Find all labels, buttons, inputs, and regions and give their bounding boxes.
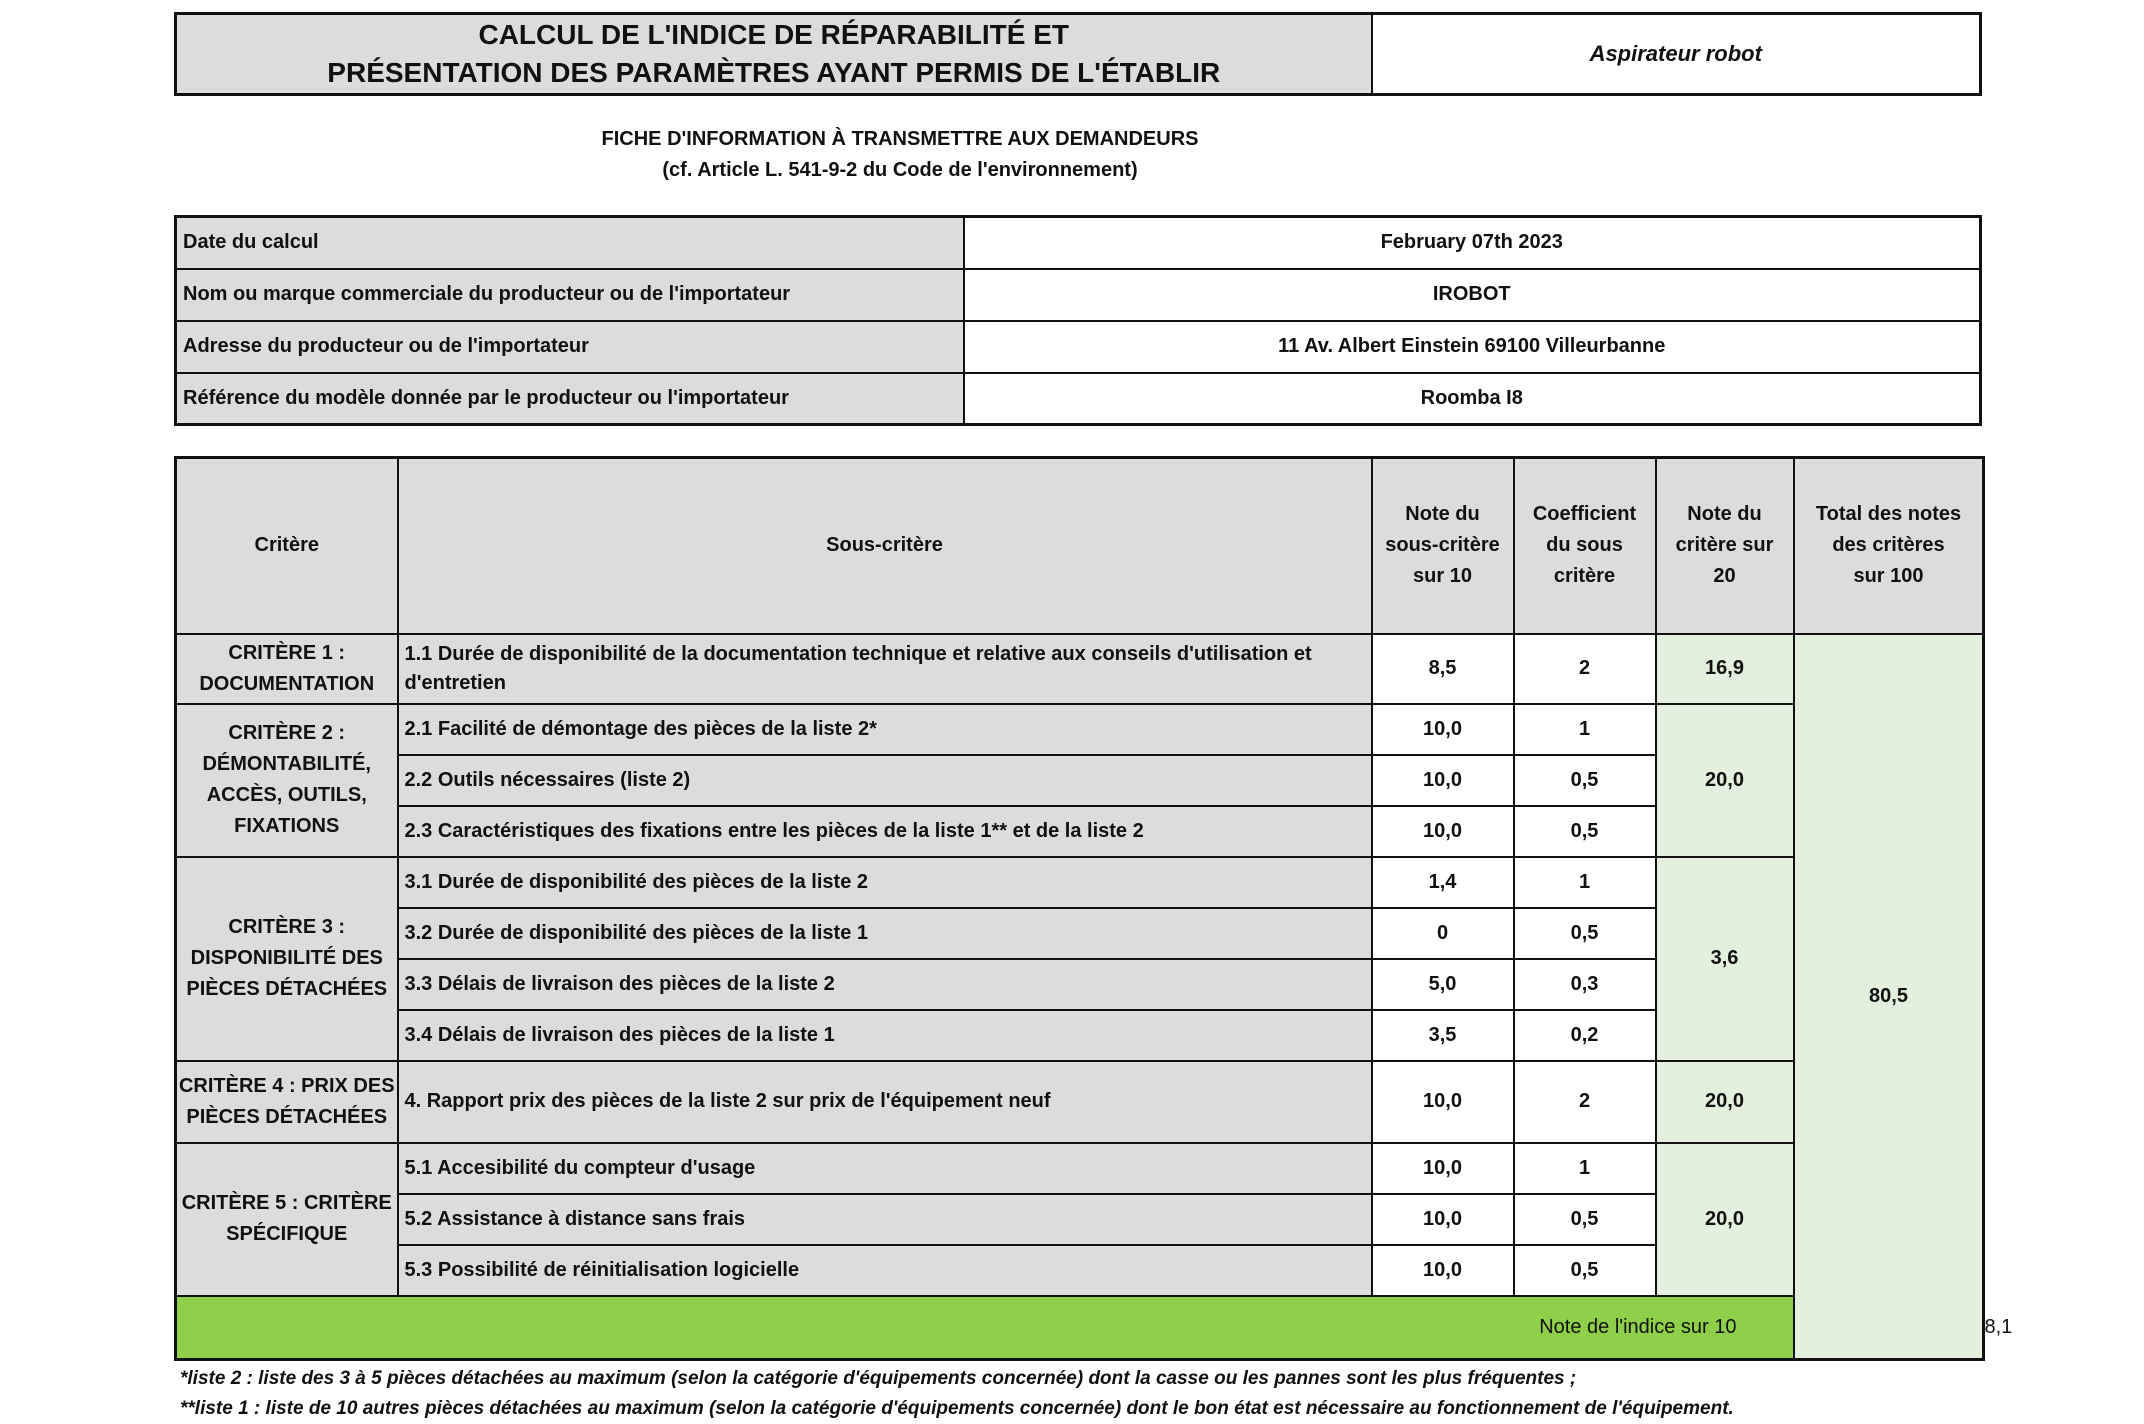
table-row — [176, 634, 1984, 704]
total-score-100: 80,5 — [1794, 634, 1984, 1360]
sub-criterion-coef: 0,5 — [1514, 1245, 1656, 1296]
title-line-2: PRÉSENTATION DES PARAMÈTRES AYANT PERMIS DE L'ÉTABLIR — [327, 57, 1221, 88]
criterion-line: ACCÈS, OUTILS, — [206, 784, 367, 806]
criterion-5-name — [176, 1143, 398, 1296]
sub-criterion-coef: 1 — [1514, 704, 1656, 755]
criterion-2-score: 20,0 — [1656, 704, 1794, 857]
header-line: Note du — [1687, 503, 1762, 526]
sub-criterion-note: 10,0 — [1372, 1143, 1514, 1194]
sub-criterion-note: 10,0 — [1372, 704, 1514, 755]
criterion-line: CRITÈRE 5 : CRITÈRE — [181, 1192, 392, 1214]
criterion-line: CRITÈRE 4 : PRIX DES — [178, 1074, 395, 1097]
header-critere: Critère — [176, 458, 398, 634]
sub-criterion-3-4: 3.4 Délais de livraison des pièces de la liste 1 — [398, 1010, 1372, 1061]
criterion-line: SPÉCIFIQUE — [226, 1223, 348, 1245]
equipment-category: Aspirateur robot — [1372, 14, 1981, 95]
sub-criterion-3-1: 3.1 Durée de disponibilité des pièces de la liste 2 — [398, 857, 1372, 908]
sub-criterion-2-3: 2.3 Caractéristiques des fixations entre les pièces de la liste 1** et de la liste 2 — [398, 806, 1372, 857]
sub-criterion-3-3: 3.3 Délais de livraison des pièces de la liste 2 — [398, 959, 1372, 1010]
header-coefficient — [1514, 458, 1656, 634]
sub-criterion-1-1: 1.1 Durée de disponibilité de la documentation technique et relative aux conseils d'utilisation et d'entretien — [398, 634, 1372, 704]
info-label: Adresse du producteur ou de l'importateur — [176, 321, 964, 373]
header-line: Note du — [1405, 503, 1480, 526]
criterion-4-score: 20,0 — [1656, 1061, 1794, 1143]
info-value: 11 Av. Albert Einstein 69100 Villeurbanne — [964, 321, 1981, 373]
criterion-4-name — [176, 1061, 398, 1143]
info-label: Référence du modèle donnée par le producteur ou l'importateur — [176, 373, 964, 425]
criterion-3-score: 3,6 — [1656, 857, 1794, 1061]
header-line: Coefficient — [1532, 503, 1637, 526]
header-line: sur 100 — [1853, 565, 1924, 588]
subtitle-line-2: (cf. Article L. 541-9-2 du Code de l'environnement) — [662, 159, 1138, 181]
header-line: Total des notes — [1815, 503, 1962, 526]
sub-criterion-2-2: 2.2 Outils nécessaires (liste 2) — [398, 755, 1372, 806]
sub-criterion-coef: 2 — [1514, 1061, 1656, 1143]
sub-criterion-coef: 0,5 — [1514, 908, 1656, 959]
header-table — [174, 12, 1982, 96]
criterion-line: CRITÈRE 2 : — [228, 722, 346, 744]
footnotes — [180, 1364, 2080, 1424]
sub-criterion-note: 10,0 — [1372, 1245, 1514, 1296]
table-header-row — [176, 458, 1984, 634]
sub-criterion-coef: 1 — [1514, 857, 1656, 908]
criterion-line: CRITÈRE 1 : — [228, 641, 346, 664]
header-note-critere — [1656, 458, 1794, 634]
info-table — [174, 215, 1982, 426]
sub-criterion-3-2: 3.2 Durée de disponibilité des pièces de la liste 1 — [398, 908, 1372, 959]
sub-criterion-2-1: 2.1 Facilité de démontage des pièces de la liste 2* — [398, 704, 1372, 755]
sub-criterion-note: 0 — [1372, 908, 1514, 959]
criterion-line: FIXATIONS — [234, 815, 340, 837]
sub-criterion-coef: 0,2 — [1514, 1010, 1656, 1061]
sub-criterion-note: 8,5 — [1372, 634, 1514, 704]
info-row — [176, 217, 1981, 269]
scoring-table — [174, 456, 2013, 1361]
criterion-line: DOCUMENTATION — [199, 672, 375, 695]
criterion-line: CRITÈRE 3 : — [228, 916, 346, 938]
criterion-line: PIÈCES DÉTACHÉES — [186, 978, 388, 1000]
header-note-sous-critere — [1372, 458, 1514, 634]
header-line: sous-critère — [1385, 534, 1500, 557]
index-label: Note de l'indice sur 10 — [176, 1296, 1794, 1360]
sub-criterion-note: 3,5 — [1372, 1010, 1514, 1061]
sub-criterion-coef: 0,5 — [1514, 755, 1656, 806]
info-row — [176, 269, 1981, 321]
footnote-1: *liste 2 : liste des 3 à 5 pièces détachées au maximum (selon la catégorie d'équipements concernée) dont la casse ou les pannes sont les plus fréquentes ; — [180, 1368, 1577, 1389]
sub-criterion-note: 10,0 — [1372, 806, 1514, 857]
sub-criterion-coef: 2 — [1514, 634, 1656, 704]
sub-criterion-5-1: 5.1 Accesibilité du compteur d'usage — [398, 1143, 1372, 1194]
info-row — [176, 373, 1981, 425]
header-line: critère — [1553, 565, 1616, 588]
subtitle — [300, 124, 1500, 186]
header-sous-critere: Sous-critère — [398, 458, 1372, 634]
sub-criterion-note: 1,4 — [1372, 857, 1514, 908]
criterion-line: DISPONIBILITÉ DES — [190, 947, 383, 969]
header-line: du sous — [1546, 534, 1623, 557]
table-row — [176, 1061, 1984, 1143]
criterion-3-name — [176, 857, 398, 1061]
sub-criterion-note: 10,0 — [1372, 755, 1514, 806]
sub-criterion-coef: 0,5 — [1514, 806, 1656, 857]
info-value: IROBOT — [964, 269, 1981, 321]
sub-criterion-5-2: 5.2 Assistance à distance sans frais — [398, 1194, 1372, 1245]
header-line: des critères — [1832, 534, 1945, 557]
index-row: Note de l'indice sur 10 8,1 — [176, 1296, 1984, 1360]
title-line-1: CALCUL DE L'INDICE DE RÉPARABILITÉ ET — [478, 19, 1070, 50]
criterion-1-name — [176, 634, 398, 704]
criterion-1-score: 16,9 — [1656, 634, 1794, 704]
info-value: February 07th 2023 — [964, 217, 1981, 269]
criterion-line: PIÈCES DÉTACHÉES — [186, 1105, 388, 1128]
criterion-line: DÉMONTABILITÉ, — [202, 753, 371, 775]
header-line: sur 10 — [1413, 565, 1472, 588]
sub-criterion-4: 4. Rapport prix des pièces de la liste 2 sur prix de l'équipement neuf — [398, 1061, 1372, 1143]
sub-criterion-coef: 0,5 — [1514, 1194, 1656, 1245]
sub-criterion-coef: 0,3 — [1514, 959, 1656, 1010]
sub-criterion-note: 5,0 — [1372, 959, 1514, 1010]
criterion-5-score: 20,0 — [1656, 1143, 1794, 1296]
header-line: 20 — [1713, 565, 1736, 588]
table-row — [176, 704, 1984, 755]
footnote-2: **liste 1 : liste de 10 autres pièces détachées au maximum (selon la catégorie d'équipements concernée) dont le bon état est nécessaire au fonctionnement de l'équipement. — [180, 1398, 1734, 1419]
table-row — [176, 1143, 1984, 1194]
info-label: Nom ou marque commerciale du producteur ou de l'importateur — [176, 269, 964, 321]
criterion-2-name — [176, 704, 398, 857]
info-row — [176, 321, 1981, 373]
info-label: Date du calcul — [176, 217, 964, 269]
sub-criterion-note: 10,0 — [1372, 1194, 1514, 1245]
info-value: Roomba I8 — [964, 373, 1981, 425]
sub-criterion-note: 10,0 — [1372, 1061, 1514, 1143]
document-title — [176, 14, 1372, 95]
subtitle-line-1: FICHE D'INFORMATION À TRANSMETTRE AUX DEMANDEURS — [601, 128, 1199, 150]
sub-criterion-5-3: 5.3 Possibilité de réinitialisation logicielle — [398, 1245, 1372, 1296]
header-total — [1794, 458, 1984, 634]
header-line: critère sur — [1675, 534, 1774, 557]
sub-criterion-coef: 1 — [1514, 1143, 1656, 1194]
table-row — [176, 857, 1984, 908]
